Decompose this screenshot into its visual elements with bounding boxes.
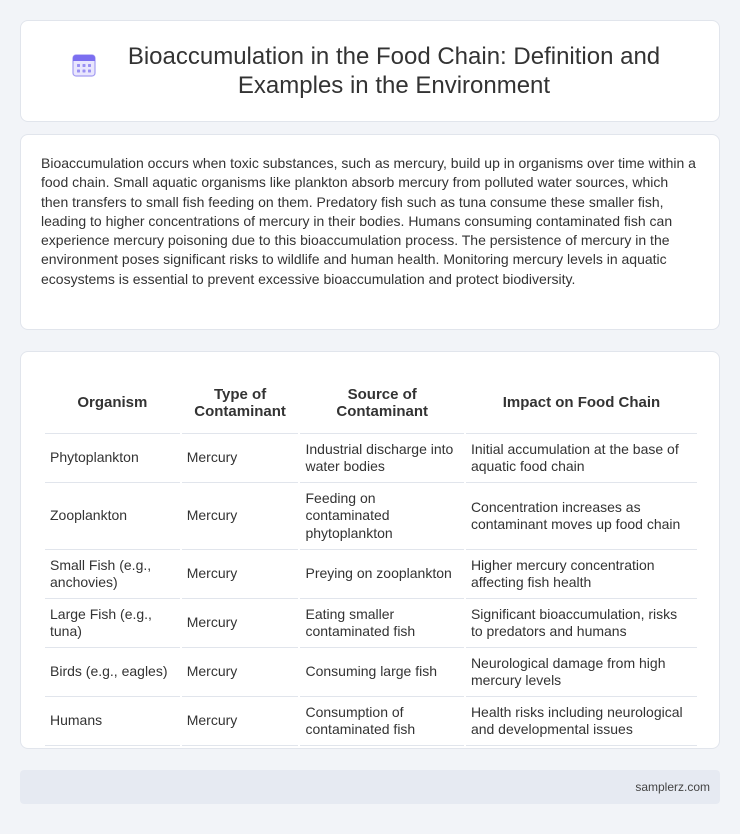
cell-contaminant-source: Consumption of contaminated fish — [300, 697, 463, 746]
cell-impact: Higher mercury concentration affecting fish health — [466, 550, 697, 599]
table-row — [45, 550, 697, 599]
cell-contaminant-type: Mercury — [182, 599, 299, 648]
calendar-icon — [71, 52, 97, 78]
header-impact: Impact on Food Chain — [466, 372, 697, 434]
header-organism: Organism — [45, 372, 180, 434]
table-row — [45, 648, 697, 697]
cell-organism: Phytoplankton — [45, 434, 180, 483]
description-text: Bioaccumulation occurs when toxic substances, such as mercury, build up in organisms over time within a food chain. Small aquatic organisms like plankton absorb mercury from polluted water sources, which then transfers to small fish feeding on them. Predatory fish such as tuna consume these smaller fish, leading to higher concentrations of mercury in their bodies. Humans consuming contaminated fish can experience mercury poisoning due to this bioaccumulation process. The persistence of mercury in the environment poses significant risks to wildlife and human health. Monitoring mercury levels in aquatic ecosystems is essential to prevent excessive bioaccumulation and protect biodiversity. — [41, 155, 696, 287]
cell-contaminant-source: Industrial discharge into water bodies — [300, 434, 463, 483]
cell-contaminant-type: Mercury — [182, 550, 299, 599]
cell-contaminant-source: Preying on zooplankton — [300, 550, 463, 599]
description-card — [20, 134, 720, 330]
cell-contaminant-type: Mercury — [182, 483, 299, 550]
cell-impact: Significant bioaccumulation, risks to predators and humans — [466, 599, 697, 648]
cell-contaminant-type: Mercury — [182, 648, 299, 697]
table-row — [45, 483, 697, 550]
cell-impact: Neurological damage from high mercury levels — [466, 648, 697, 697]
header-contaminant-source: Source of Contaminant — [300, 372, 463, 434]
cell-organism: Small Fish (e.g., anchovies) — [45, 550, 180, 599]
contaminant-table — [43, 372, 699, 746]
cell-impact: Concentration increases as contaminant moves up food chain — [466, 483, 697, 550]
cell-organism: Large Fish (e.g., tuna) — [45, 599, 180, 648]
cell-contaminant-source: Feeding on contaminated phytoplankton — [300, 483, 463, 550]
header-contaminant-type: Type of Contaminant — [182, 372, 299, 434]
page-title: Bioaccumulation in the Food Chain: Definition and Examples in the Environment — [127, 43, 661, 99]
cell-contaminant-type: Mercury — [182, 697, 299, 746]
cell-contaminant-source: Consuming large fish — [300, 648, 463, 697]
cell-organism: Birds (e.g., eagles) — [45, 648, 180, 697]
table-header-row — [45, 372, 697, 434]
footer-bar — [20, 770, 720, 804]
cell-contaminant-type: Mercury — [182, 434, 299, 483]
title-card — [20, 20, 720, 122]
cell-organism: Humans — [45, 697, 180, 746]
cell-organism: Zooplankton — [45, 483, 180, 550]
cell-impact: Health risks including neurological and developmental issues — [466, 697, 697, 746]
cell-contaminant-source: Eating smaller contaminated fish — [300, 599, 463, 648]
cell-impact: Initial accumulation at the base of aquatic food chain — [466, 434, 697, 483]
footer-site-link[interactable]: samplerz.com — [635, 780, 710, 794]
table-row — [45, 599, 697, 648]
table-row — [45, 697, 697, 746]
table-card — [20, 351, 720, 749]
title-wrap — [70, 42, 670, 100]
table-row — [45, 434, 697, 483]
